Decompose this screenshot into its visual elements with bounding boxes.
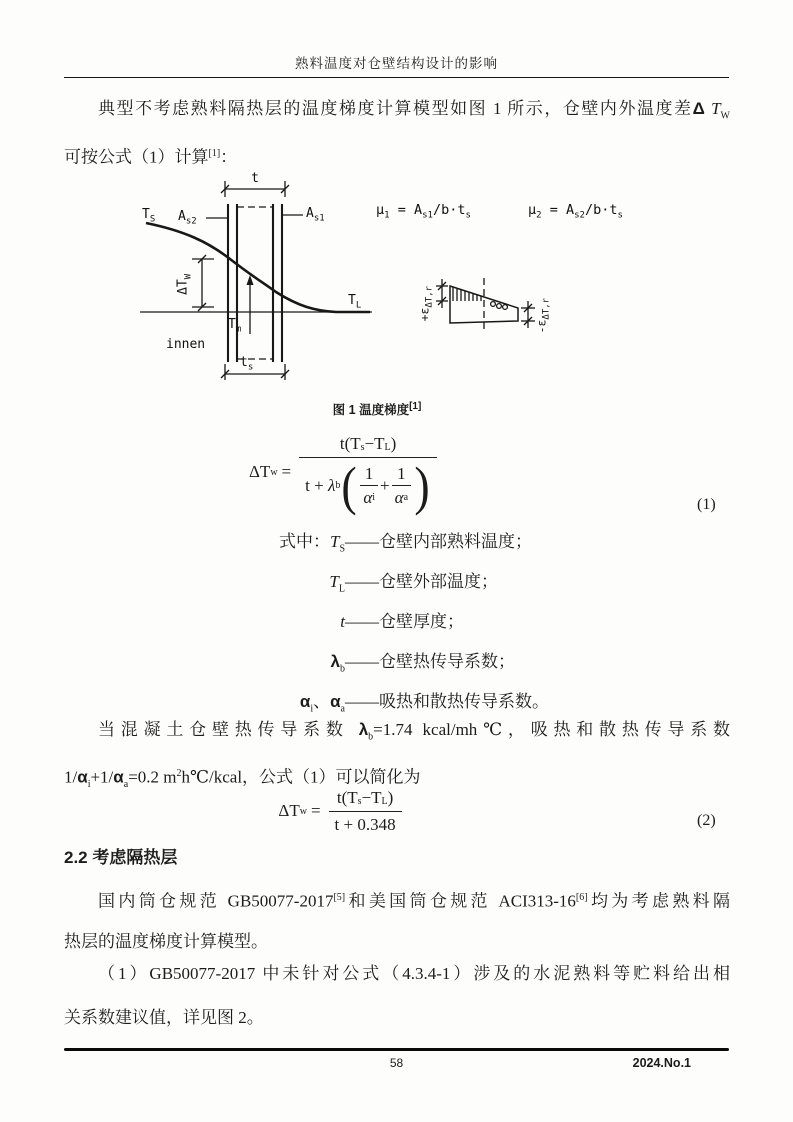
figure-1-temperature-gradient xyxy=(140,168,680,398)
paragraph-4-line-1: （1）GB50077-2017 中未针对公式（4.3.4-1）涉及的水泥熟料等贮料给出相 xyxy=(98,964,730,983)
citation-6: [6] xyxy=(575,892,588,903)
definition-row: 式中：$T_S$ ——仓壁内部熟料温度； xyxy=(278,532,532,555)
mu1-formula: $\mu_1 = A_{s1}/b\cdot t_s$ xyxy=(376,202,471,221)
dim-ts xyxy=(221,364,289,380)
tl-label: $T_L$ xyxy=(348,293,362,311)
paragraph-1-line-2: 可按公式（1）计算[1]： xyxy=(64,147,238,167)
paragraph-4-line-2: 关系数建议值，详见图 2。 xyxy=(64,1008,264,1027)
dim-dtw xyxy=(192,255,214,311)
paragraph-3-line-2: 热层的温度梯度计算模型。 xyxy=(64,932,268,951)
mu2-formula: $\mu_2 = A_{s2}/b\cdot t_s$ xyxy=(528,202,623,221)
definition-row: $\alpha_i$、$\alpha_a$ ——吸热和散热传导系数。 xyxy=(299,692,549,715)
definition-row: $T_L$ ——仓壁外部温度； xyxy=(329,572,498,595)
figure-1-caption: 图 1 温度梯度[1] xyxy=(332,400,422,417)
paragraph-2-line-2: $1/\alpha_i+1/\alpha_a=0.2$ $m^2h℃$/kcal，公式（1）可以简化为 xyxy=(64,767,421,791)
definition-row: t ——仓壁厚度； xyxy=(340,612,464,631)
section-heading-2-2: 2.2 考虑隔热层 xyxy=(64,848,178,867)
as1-label: $A_{s1}$ xyxy=(306,206,325,224)
dashed-connectors xyxy=(237,207,273,359)
citation-5: [5] xyxy=(333,892,346,903)
dtw-label: $\Delta T_W$ xyxy=(175,273,194,295)
strain-diagram xyxy=(436,278,535,332)
definition-row: $\lambda_b$ ——仓壁热传导系数； xyxy=(330,652,515,675)
symbol-definitions xyxy=(64,522,730,722)
equation-1-number: (1) xyxy=(697,496,716,513)
delta-symbol: Δ xyxy=(692,99,712,118)
paragraph-2 xyxy=(64,708,730,796)
paragraph-3 xyxy=(64,876,730,964)
paragraph-4 xyxy=(64,952,730,1040)
wall-lines xyxy=(228,204,282,362)
tm-arrow xyxy=(247,275,254,334)
footer xyxy=(64,1056,729,1076)
paragraph-2-line-1: 当混凝土仓壁热传导系数 $\lambda_b=1.74$ kcal/mh℃，吸热和散热传导系数 xyxy=(98,720,730,743)
eps-right-label: $-\varepsilon_{\Delta T,r}$ xyxy=(534,297,552,334)
paragraph-3-line-1: 国内筒仓规范 GB50077-2017[5]和美国筒仓规范 ACI313-16[6]均为考虑熟料隔 xyxy=(98,891,731,911)
dim-ts-label: $t_s$ xyxy=(240,355,254,373)
as2-label: $A_{s2}$ xyxy=(178,209,197,227)
equation-2-number: (2) xyxy=(697,812,716,829)
eps-left-label: $+\varepsilon_{\Delta T,r}$ xyxy=(417,285,435,322)
citation-1-caption: [1] xyxy=(409,400,422,412)
tm-label: $T_m$ xyxy=(228,317,242,335)
issue-label: 2024.No.1 xyxy=(632,1056,691,1070)
running-head-title: 熟料温度对仓壁结构设计的影响 xyxy=(295,56,498,71)
dim-t-label: t xyxy=(251,171,259,186)
innen-label: innen xyxy=(166,337,206,352)
footer-rule xyxy=(64,1048,729,1051)
citation-1: [1] xyxy=(208,148,221,159)
paragraph-1 xyxy=(64,86,730,176)
ts-label: $T_S$ xyxy=(142,207,156,225)
right-paren: ) xyxy=(414,455,430,516)
equation-2: ΔT w = t(T $_s$ −T $_L$ ) t + 0.348 xyxy=(9,788,675,834)
equation-1: ΔT w = t(T $_s$ −T $_L$ ) t + λ b ( 1 α i + 1 α a ) xyxy=(12,434,678,511)
paragraph-1-line-1: 典型不考虑熟料隔热层的温度梯度计算模型如图 1 所示，仓壁内外温度差Δ $T_W$ xyxy=(98,99,730,122)
page-number: 58 xyxy=(389,1056,404,1070)
left-paren: ( xyxy=(341,455,357,516)
header-rule xyxy=(64,77,729,78)
